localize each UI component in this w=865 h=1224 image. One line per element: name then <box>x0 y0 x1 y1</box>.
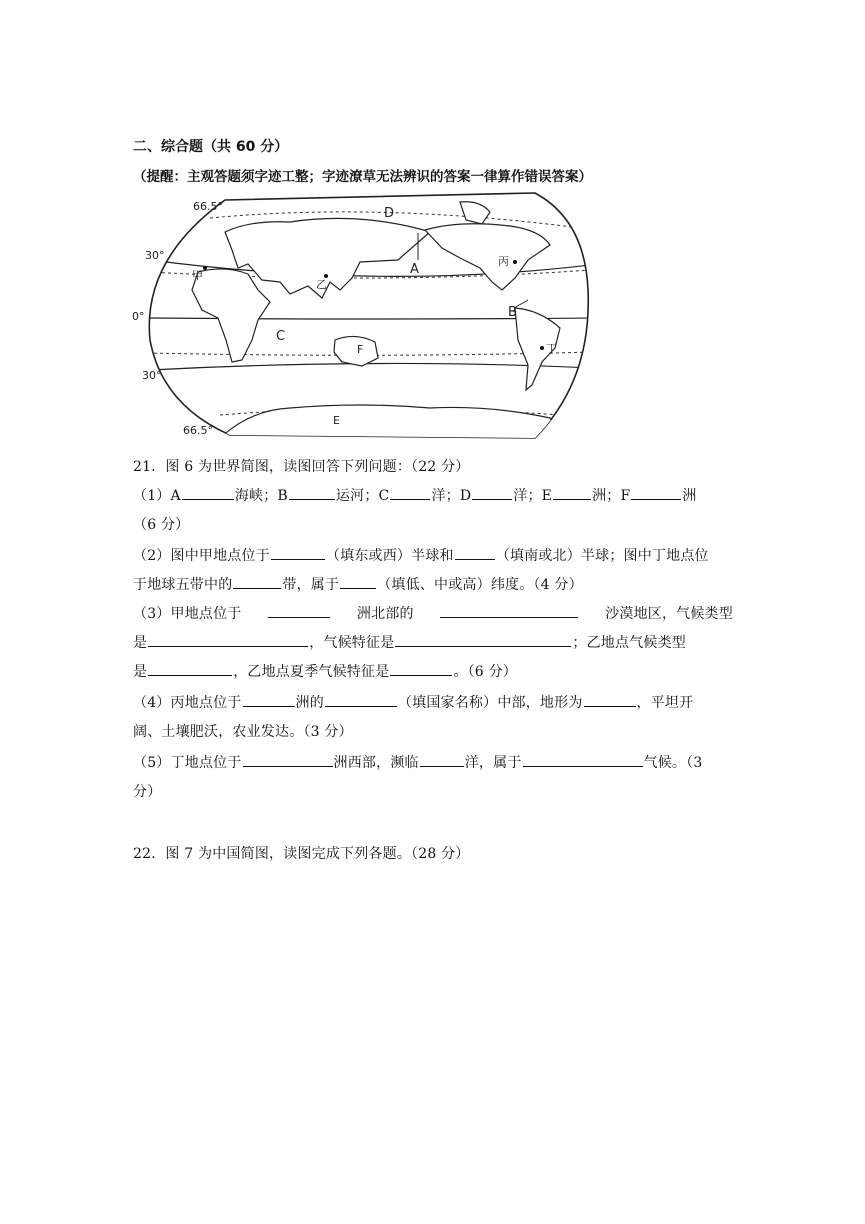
q22-stem: 22．图 7 为中国简图，读图完成下列各题。（28 分） <box>133 846 470 862</box>
lat-label-30s: 30° <box>142 369 162 382</box>
q21-part5-line2: 分） <box>133 784 162 800</box>
q21-p1-b: 海峡；B <box>234 488 288 504</box>
q21-p5-a: （5）丁地点位于 <box>133 755 242 771</box>
blank-temperature-zone[interactable] <box>233 576 281 589</box>
label-b: B <box>508 305 517 320</box>
label-yi: 乙 <box>316 278 327 291</box>
label-c: C <box>276 329 286 344</box>
blank-summer-feature-yi[interactable] <box>390 663 452 676</box>
label-jia: 甲 <box>192 269 203 282</box>
q21-part1-score: （6 分） <box>133 517 190 533</box>
blank-climate-ding[interactable] <box>523 754 643 767</box>
q21-p2-d: 于地球五带中的 <box>133 577 233 593</box>
lat-label-66n: 66.5° <box>193 200 223 213</box>
q21-p2-e: 带，属于 <box>282 577 340 593</box>
blank-ocean-ding[interactable] <box>420 754 464 767</box>
blank-latitude-level[interactable] <box>340 576 376 589</box>
lat-label-66s: 66.5° <box>183 424 213 437</box>
q21-p1-c: 运河；C <box>335 488 390 504</box>
q21-p2-a: （2）图中甲地点位于 <box>133 548 270 564</box>
blank-climate-type-yi[interactable] <box>148 663 232 676</box>
q21-p4-c: （填国家名称）中部，地形为 <box>397 695 583 711</box>
lat-label-30n: 30° <box>145 249 165 262</box>
q21-p3-b: 洲北部的 <box>356 606 414 622</box>
q21-p3-c: 沙漠地区，气候类型 <box>605 606 733 622</box>
blank-ocean-d[interactable] <box>472 487 512 500</box>
q21-part3-line3 <box>133 661 517 681</box>
q21-p1-a: （1）A <box>133 488 181 504</box>
q21-p3-g: 是 <box>133 664 148 680</box>
blank-climate-type-jia[interactable] <box>148 634 308 647</box>
label-f: F <box>357 343 364 356</box>
q21-p3-h: ，乙地点夏季气候特征是 <box>233 664 390 680</box>
blank-canal-b[interactable] <box>289 487 335 500</box>
q21-p4-a: （4）丙地点位于 <box>133 695 242 711</box>
blank-country-bing[interactable] <box>325 694 397 707</box>
blank-continent-ding[interactable] <box>243 754 333 767</box>
q21-part2-line1 <box>133 545 733 565</box>
q21-stem: 21．图 6 为世界简图，读图回答下列问题：（22 分） <box>133 459 470 475</box>
q21-part4-line1 <box>133 692 733 712</box>
world-map-figure <box>130 190 600 440</box>
q21-part3-line2 <box>133 632 686 652</box>
q21-p1-g: 洲 <box>682 488 697 504</box>
label-d: D <box>384 206 395 221</box>
blank-landform-bing[interactable] <box>584 694 636 707</box>
blank-ocean-c[interactable] <box>390 487 430 500</box>
q21-part4-line2: 阔、土壤肥沃，农业发达。（3 分） <box>133 724 353 740</box>
section-heading: 二、综合题（共 60 分） <box>133 139 289 155</box>
q21-p1-f: 洲；F <box>592 488 631 504</box>
blank-strait-a[interactable] <box>182 487 234 500</box>
q21-p5-b: 洲西部，濒临 <box>333 755 419 771</box>
q21-p2-b: （填东或西）半球和 <box>325 548 454 564</box>
australia-outline <box>334 336 378 366</box>
q21-part2-line2 <box>133 574 583 594</box>
q21-p1-e: 洋；E <box>513 488 553 504</box>
q21-p5-c: 洋，属于 <box>464 755 522 771</box>
q21-p3-i: 。（6 分） <box>453 664 517 680</box>
blank-hemisphere-ns[interactable] <box>455 547 495 560</box>
blank-continent-f[interactable] <box>631 487 681 500</box>
blank-climate-feature-jia[interactable] <box>395 634 571 647</box>
tropic-of-capricorn-line <box>150 363 592 370</box>
q21-p3-d: 是 <box>133 635 148 651</box>
q21-part5-line1 <box>133 752 733 772</box>
q21-p1-d: 洋；D <box>431 488 472 504</box>
q21-p2-f: （填低、中或高）纬度。（4 分） <box>377 577 583 593</box>
label-e: E <box>333 414 340 427</box>
lat-label-0: 0° <box>132 310 145 323</box>
q21-part1-line1 <box>133 485 733 505</box>
label-a: A <box>410 262 419 277</box>
q21-p5-d: 气候。（3 <box>643 755 703 771</box>
blank-continent-jia[interactable] <box>268 605 330 618</box>
label-ding: 丁 <box>546 342 557 355</box>
blank-desert-name[interactable] <box>440 605 578 618</box>
answer-reminder: （提醒：主观答题须字迹工整；字迹潦草无法辨识的答案一律算作错误答案） <box>133 169 592 185</box>
q21-part3-line1 <box>133 603 733 623</box>
greenland-outline <box>460 202 490 224</box>
q21-p3-a: （3）甲地点位于 <box>133 606 242 622</box>
blank-hemisphere-ew[interactable] <box>271 547 325 560</box>
africa-outline <box>192 269 270 362</box>
blank-continent-e[interactable] <box>553 487 591 500</box>
blank-continent-bing[interactable] <box>243 694 295 707</box>
q21-p4-d: ，平坦开 <box>636 695 694 711</box>
q21-p4-b: 洲的 <box>295 695 324 711</box>
q21-p3-e: ，气候特征是 <box>309 635 395 651</box>
antarctica-outline <box>220 405 560 440</box>
label-bing: 丙 <box>498 255 509 268</box>
north-america-outline <box>425 224 550 290</box>
q21-p3-f: ；乙地点气候类型 <box>572 635 687 651</box>
q21-p2-c: （填南或北）半球；图中丁地点位 <box>495 548 709 564</box>
